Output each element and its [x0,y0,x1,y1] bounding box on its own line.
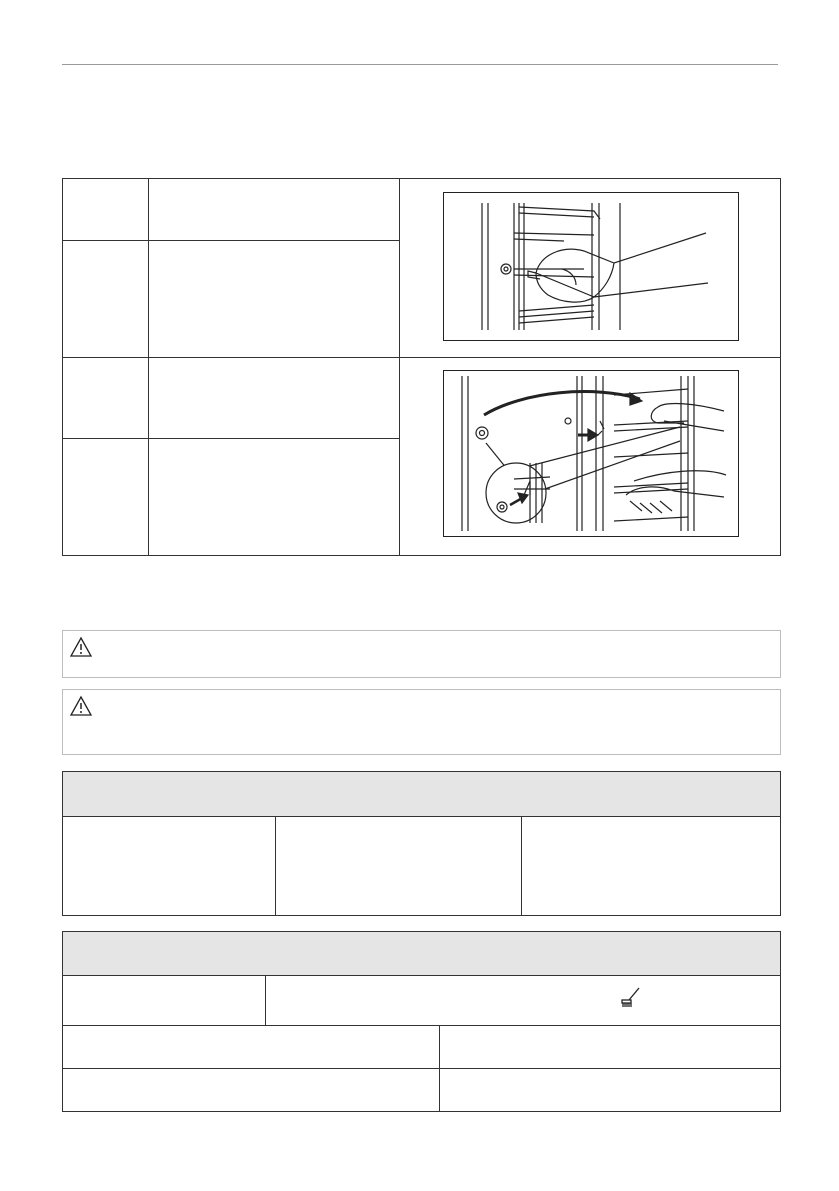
table-header [63,932,780,976]
column-divider [399,179,400,556]
table-header [63,772,780,817]
row-divider [63,357,781,358]
info-table-2 [62,931,781,1112]
row-divider [63,1068,780,1069]
figure-reinstall-shelf-support [443,370,739,537]
row-divider [63,1025,780,1026]
header-rule [62,64,778,65]
warning-box [62,689,781,755]
column-divider [265,976,266,1025]
warning-icon [69,695,93,717]
warning-box [62,630,781,678]
steps-table [62,178,781,556]
info-table-1 [62,771,781,916]
row-divider [63,438,399,439]
row-divider [63,240,399,241]
column-divider [275,817,276,916]
brush-icon [620,986,642,1008]
figure-pull-shelf-support-illustration [444,193,738,340]
figure-reinstall-shelf-support-illustration [444,371,738,536]
column-divider [439,1025,440,1112]
column-divider [148,179,149,556]
column-divider [521,817,522,916]
warning-icon [69,636,93,658]
figure-pull-shelf-support [443,192,739,341]
